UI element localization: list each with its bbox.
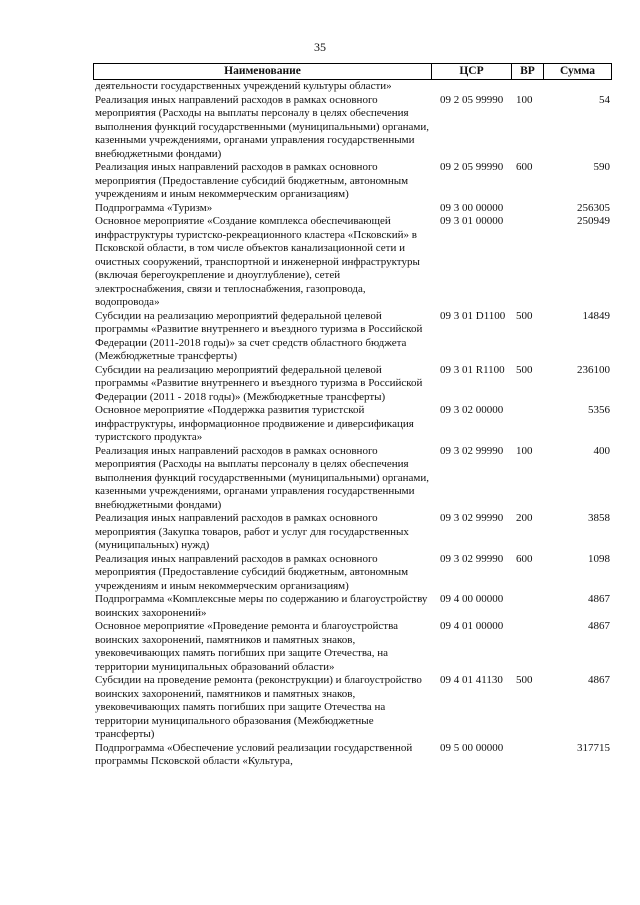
row-vr-cell: 100: [516, 93, 533, 106]
table-body: [93, 80, 612, 769]
row-vr-cell: [512, 202, 544, 216]
row-csr-cell: 09 3 01 D1100: [440, 309, 506, 322]
budget-table: [93, 63, 612, 769]
table-row: [93, 94, 612, 162]
row-name-cell: Реализация иных направлений расходов в рамках основного мероприятия (Расходы на выплаты персоналу в целях обеспечения выполнения функций государственными (муниципальными) органами, казенными учреждениями, органами управления государственными внебюджетными фондами): [95, 93, 430, 160]
table-row: [93, 742, 612, 769]
table-row: [93, 202, 612, 216]
row-name-cell: Реализация иных направлений расходов в рамках основного мероприятия (Предоставление субсидий бюджетным, автономным учреждениям и иным некоммерческим организациям): [95, 161, 409, 200]
page-number: 35: [314, 40, 326, 54]
row-csr-cell: 09 3 00 00000: [440, 201, 504, 214]
row-vr-cell: [512, 80, 544, 94]
row-vr-cell: 200: [516, 512, 533, 524]
table-row: [93, 364, 612, 405]
row-sum-cell: 4867: [588, 620, 610, 632]
row-name-cell: Субсидии на реализацию мероприятий федеральной целевой программы «Развитие внутреннего и въездного туризма в Российской Федерации (2011-2018 годы)» за счет средств областного бюджета (Межбюджетные трансферты): [95, 309, 423, 362]
row-csr-cell: [432, 80, 512, 94]
table-row: [93, 445, 612, 513]
row-name-cell: Реализация иных направлений расходов в рамках основного мероприятия (Закупка товаров, работ и услуг для государственных (муниципальных) нужд): [95, 512, 409, 551]
header-name: Наименование: [93, 64, 432, 79]
header-vr: ВР: [512, 64, 544, 79]
row-vr-cell: 600: [516, 161, 533, 173]
row-name-cell: Основное мероприятие «Поддержка развития туристской инфраструктуры, информационное продвижение и диверсификация туристского продукта»: [95, 404, 414, 443]
row-name-cell: Реализация иных направлений расходов в рамках основного мероприятия (Предоставление субсидий бюджетным, автономным учреждениям и иным некоммерческим организациям): [95, 552, 409, 592]
row-vr-cell: [512, 404, 544, 445]
row-vr-cell: 500: [516, 674, 533, 686]
table-row: [93, 161, 612, 202]
row-csr-cell: 09 5 00 00000: [440, 741, 504, 754]
row-sum-cell: 54: [599, 93, 610, 106]
row-csr-cell: 09 3 02 99990: [440, 512, 504, 524]
row-sum-cell: 236100: [577, 363, 610, 376]
row-sum-cell: 14849: [582, 309, 610, 322]
row-csr-cell: 09 3 01 R1100: [440, 363, 505, 376]
table-row: [93, 80, 612, 94]
row-csr-cell: 09 4 01 41130: [440, 674, 503, 686]
header-csr: ЦСР: [432, 64, 512, 79]
table-row: [93, 593, 612, 620]
table-row: [93, 512, 612, 553]
row-name-cell: Субсидии на реализацию мероприятий федеральной целевой программы «Развитие внутреннего и въездного туризма в Российской Федерации (2011 - 2018 годы)» (Межбюджетные трансферты): [95, 363, 423, 403]
table-row: [93, 620, 612, 674]
row-vr-cell: 500: [516, 309, 533, 322]
row-name-cell: Подпрограмма «Туризм»: [95, 201, 213, 214]
row-sum-cell: 250949: [577, 215, 610, 227]
row-vr-cell: 600: [516, 552, 533, 565]
row-sum-cell: 590: [593, 161, 610, 173]
header-sum: Сумма: [544, 64, 612, 79]
table-row: [93, 215, 612, 310]
row-sum-cell: 3858: [588, 512, 610, 524]
row-sum-cell: 400: [593, 444, 610, 457]
row-vr-cell: [512, 593, 544, 620]
row-name-cell: Основное мероприятие «Проведение ремонта и благоустройства воинских захоронений, памятников и памятных знаков, увековечивающих память погибших при защите Отечества, на территории муниципальных образований области»: [95, 620, 399, 673]
row-csr-cell: 09 2 05 99990: [440, 161, 504, 173]
row-sum-cell: 4867: [588, 593, 610, 605]
row-sum-cell: 256305: [577, 201, 610, 214]
row-vr-cell: 500: [516, 363, 533, 376]
row-csr-cell: 09 3 02 99990: [440, 444, 504, 457]
table-header: [93, 63, 612, 80]
row-name-cell: Основное мероприятие «Создание комплекса обеспечивающей инфраструктуры туристско-рекреационного кластера «Псковский» в Псковской области, в том числе объектов канализационной сети и очистных сооружений, транспортной и инженерной инфраструктуры (включая берегоукрепление и дноуглубление), сетей электроснабжения, связи и теплоснабжения, газопровода, водопровода»: [95, 215, 420, 308]
row-sum-cell: 1098: [588, 552, 610, 565]
row-name-cell: Подпрограмма «Обеспечение условий реализации государственной программы Псковской области «Культура,: [95, 741, 413, 767]
row-vr-cell: [512, 215, 544, 310]
row-csr-cell: 09 4 00 00000: [440, 593, 504, 605]
row-sum-cell: 317715: [577, 741, 610, 754]
row-vr-cell: 100: [516, 444, 533, 457]
table-row: [93, 404, 612, 445]
row-csr-cell: 09 3 01 00000: [440, 215, 504, 227]
row-name-cell: Реализация иных направлений расходов в рамках основного мероприятия (Расходы на выплаты персоналу в целях обеспечения выполнения функций государственными (муниципальными) органами, казенными учреждениями, органами управления государственными внебюджетными фондами): [95, 444, 430, 511]
row-vr-cell: [512, 742, 544, 769]
table-row: [93, 674, 612, 742]
row-vr-cell: [512, 620, 544, 674]
row-csr-cell: 09 3 02 00000: [440, 404, 504, 416]
row-name-cell: Субсидии на проведение ремонта (реконструкции) и благоустройство воинских захоронений, памятников и памятных знаков, увековечивающих память погибших при защите Отечества на территории муниципального образования (Межбюджетные трансферты): [95, 674, 422, 740]
row-sum-cell: [544, 80, 612, 94]
row-name-cell: деятельности государственных учреждений культуры области»: [95, 80, 392, 92]
table-row: [93, 310, 612, 364]
row-name-cell: Подпрограмма «Комплексные меры по содержанию и благоустройству воинских захоронений»: [95, 593, 428, 619]
table-row: [93, 553, 612, 594]
row-csr-cell: 09 2 05 99990: [440, 93, 504, 106]
row-sum-cell: 4867: [588, 674, 610, 686]
row-csr-cell: 09 3 02 99990: [440, 552, 504, 565]
row-csr-cell: 09 4 01 00000: [440, 620, 504, 632]
row-sum-cell: 5356: [588, 404, 610, 416]
